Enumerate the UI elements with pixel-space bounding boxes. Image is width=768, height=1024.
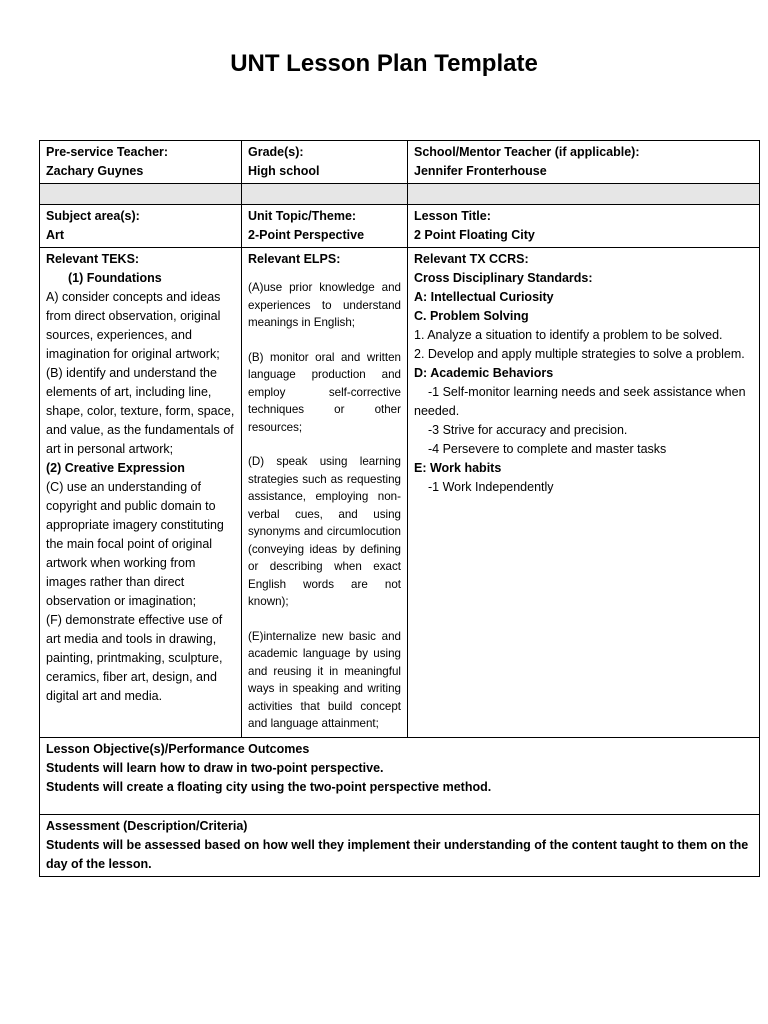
- teks-foundations: (1) Foundations: [68, 271, 162, 285]
- elps-list: [248, 279, 401, 733]
- elps-item-d: (D) speak using learning strategies such as requesting assistance, employing non-verbal cues, and using synonyms and circumlocution (conveying ideas by defining or describing when exact English words are not known);: [248, 455, 401, 608]
- elps-cell: [242, 248, 408, 738]
- elps-item-b: (B) monitor oral and written language production and employ self-corrective techniques or other resources;: [248, 350, 401, 434]
- subject-info-row: [40, 205, 760, 248]
- objectives-heading: Lesson Objective(s)/Performance Outcomes: [46, 741, 310, 756]
- mentor-value: Jennifer Fronterhouse: [414, 164, 547, 178]
- lesson-title-value: 2 Point Floating City: [414, 228, 535, 242]
- ccrs-e-heading: E: Work habits: [414, 461, 502, 475]
- separator-cell: [40, 184, 242, 205]
- ccrs-heading: Relevant TX CCRS:: [414, 252, 529, 266]
- assessment-heading: Assessment (Description/Criteria): [46, 818, 248, 833]
- unit-value: 2-Point Perspective: [248, 228, 365, 242]
- separator-cell: [242, 184, 408, 205]
- mentor-label: School/Mentor Teacher (if applicable):: [414, 145, 640, 159]
- objective-line-2: Students will create a floating city using the two-point perspective method.: [46, 779, 492, 794]
- separator-row: [40, 184, 760, 205]
- ccrs-c-heading: C. Problem Solving: [414, 309, 529, 323]
- elps-item-a: (A)use prior knowledge and experiences to understand meanings in English;: [248, 281, 401, 329]
- ccrs-e1: -1 Work Independently: [428, 480, 554, 494]
- teacher-value: Zachary Guynes: [46, 164, 144, 178]
- ccrs-c1: 1. Analyze a situation to identify a problem to be solved.: [414, 328, 723, 342]
- teks-cell: [40, 248, 242, 738]
- lesson-title-label: Lesson Title:: [414, 209, 491, 223]
- objective-line-1: Students will learn how to draw in two-point perspective.: [46, 760, 384, 775]
- assessment-text: Students will be assessed based on how well they implement their understanding of the content taught to them on the day of the lesson.: [46, 837, 749, 871]
- teacher-info-row: [40, 141, 760, 184]
- assessment-row: [40, 814, 760, 876]
- teks-item-c: (C) use an understanding of copyright and public domain to appropriate imagery constituting the main focal point of original artwork when working from images rather than direct observation or imagination;: [46, 480, 224, 608]
- unit-label: Unit Topic/Theme:: [248, 209, 357, 223]
- assessment-cell: [40, 814, 760, 876]
- teks-item-f: (F) demonstrate effective use of art media and tools in drawing, painting, printmaking, sculpture, ceramics, fiber art, design, and digital art and media.: [46, 613, 223, 703]
- objectives-row: [40, 737, 760, 814]
- grade-cell: [242, 141, 408, 184]
- teks-item-a: A) consider concepts and ideas from direct observation, original sources, experiences, and imagination for original artwork;: [46, 290, 221, 361]
- separator-cell: [408, 184, 760, 205]
- unit-cell: [242, 205, 408, 248]
- teks-heading: Relevant TEKS:: [46, 252, 140, 266]
- ccrs-c2: 2. Develop and apply multiple strategies to solve a problem.: [414, 347, 745, 361]
- teks-item-b: (B) identify and understand the elements of art, including line, shape, color, texture, form, space, and value, as the fundamentals of art in personal artwork;: [46, 366, 235, 456]
- grade-label: Grade(s):: [248, 145, 304, 159]
- lesson-title-cell: [408, 205, 760, 248]
- ccrs-d3: -3 Strive for accuracy and precision.: [428, 423, 628, 437]
- elps-heading: Relevant ELPS:: [248, 252, 341, 266]
- ccrs-d1-text: -1 Self-monitor learning needs and seek assistance when needed.: [414, 385, 746, 418]
- ccrs-d4: -4 Persevere to complete and master tasks: [428, 442, 667, 456]
- elps-item-e: (E)internalize new basic and academic language by using and reusing it in meaningful ways in speaking and writing activities that build concept and language attainment;: [248, 629, 401, 730]
- subject-cell: [40, 205, 242, 248]
- ccrs-d1: [414, 383, 753, 421]
- ccrs-cross-disciplinary: Cross Disciplinary Standards:: [414, 271, 593, 285]
- teacher-label: Pre-service Teacher:: [46, 145, 169, 159]
- lesson-plan-table: [39, 140, 760, 877]
- subject-value: Art: [46, 228, 65, 242]
- page-title: UNT Lesson Plan Template: [230, 50, 538, 77]
- ccrs-a-heading: A: Intellectual Curiosity: [414, 290, 554, 304]
- subject-label: Subject area(s):: [46, 209, 140, 223]
- teacher-cell: [40, 141, 242, 184]
- standards-row: [40, 248, 760, 738]
- teks-creative-expression: (2) Creative Expression: [46, 461, 185, 475]
- grade-value: High school: [248, 164, 320, 178]
- objectives-cell: [40, 737, 760, 814]
- ccrs-cell: [408, 248, 760, 738]
- ccrs-d-heading: D: Academic Behaviors: [414, 366, 554, 380]
- mentor-cell: [408, 141, 760, 184]
